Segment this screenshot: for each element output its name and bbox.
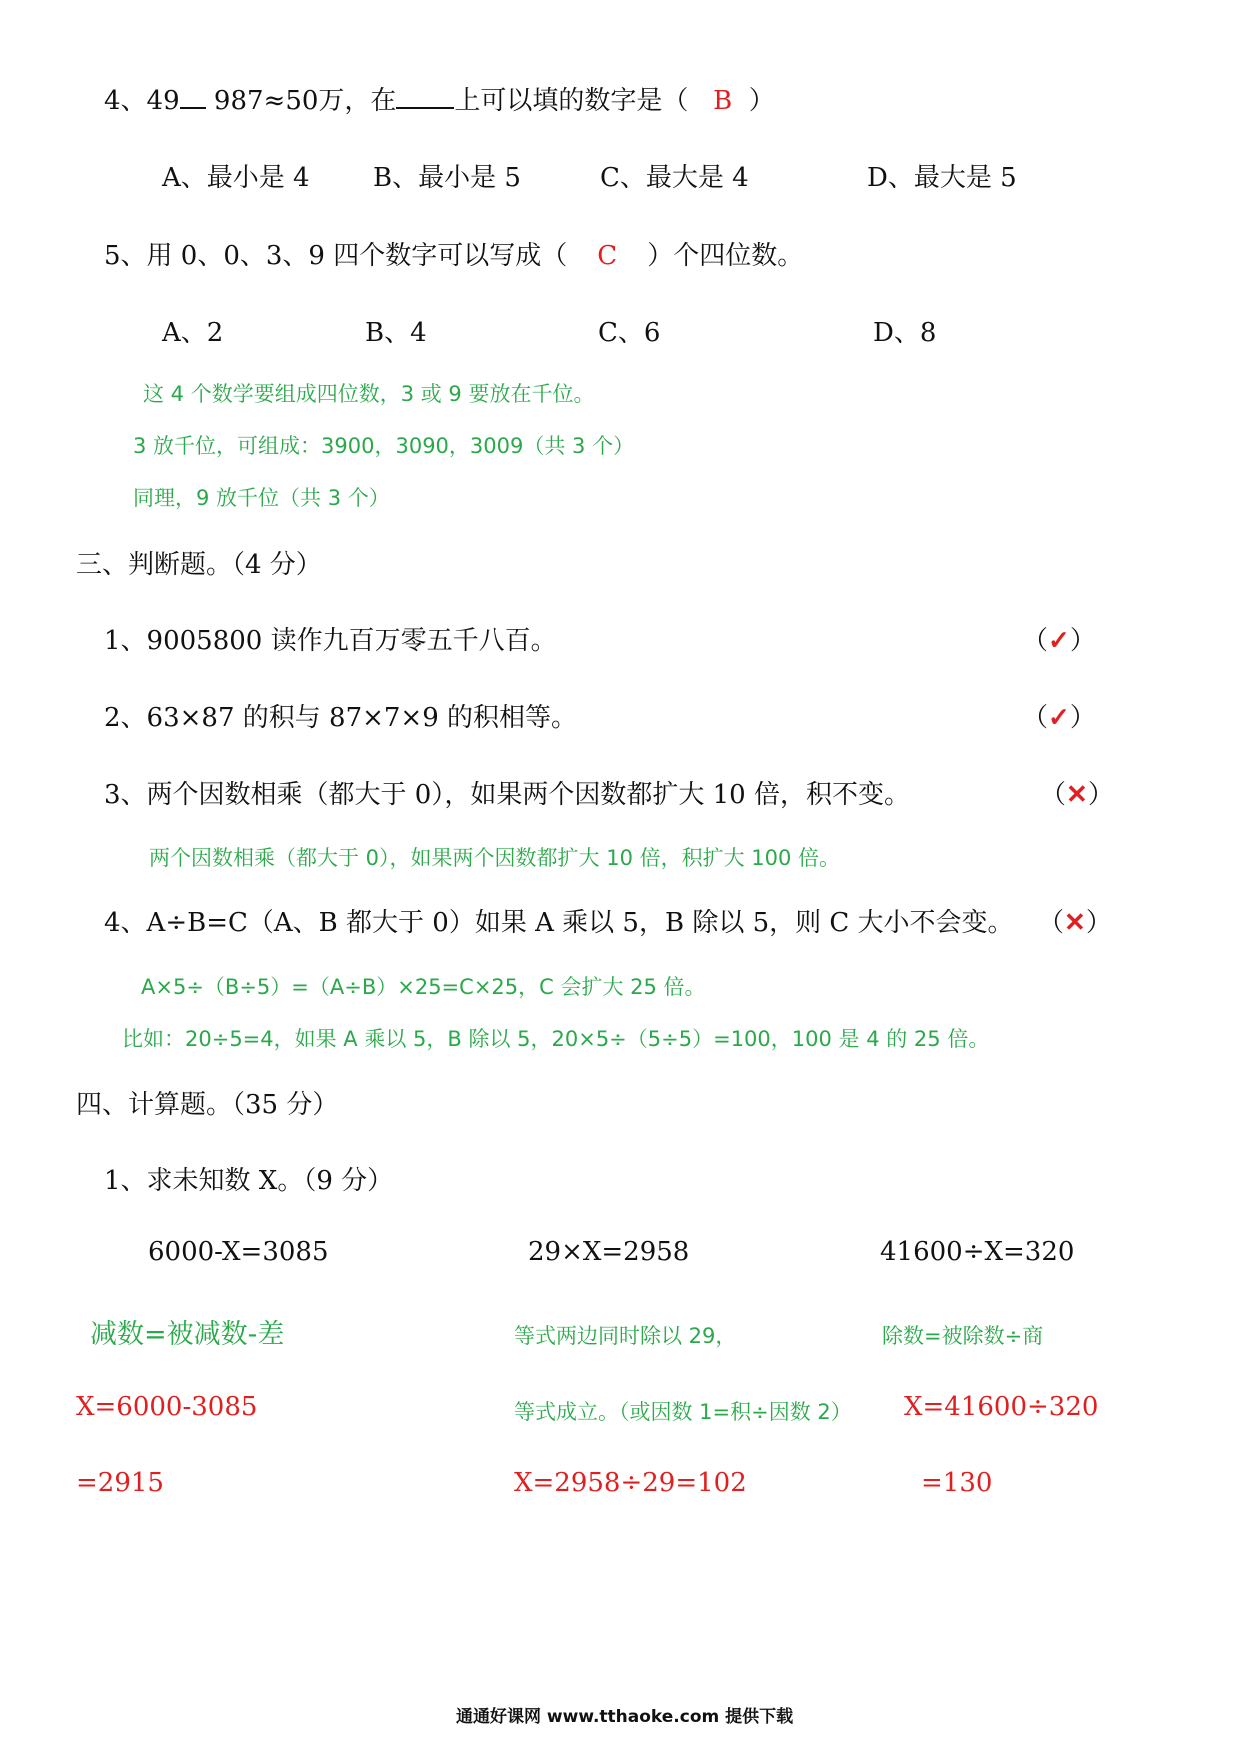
- q5-option-d: D、8: [873, 318, 937, 348]
- eq3-step-1: X=41600÷320: [904, 1392, 1099, 1422]
- q5-option-b: B、4: [365, 318, 427, 348]
- judge-item-3: 3、两个因数相乘（都大于 0），如果两个因数都扩大 10 倍，积不变。: [104, 780, 910, 810]
- judge-note-4b: 比如：20÷5=4，如果 A 乘以 5，B 除以 5，20×5÷（5÷5）=100，100 是 4 的 25 倍。: [122, 1027, 990, 1051]
- eq2-hint-2: 等式成立。（或因数 1=积÷因数 2）: [514, 1400, 852, 1424]
- q5-note-3: 同理，9 放千位（共 3 个）: [133, 486, 390, 510]
- judge-item-1: 1、9005800 读作九百万零五千八百。: [104, 626, 557, 656]
- judge-answer-1: （✓）: [1022, 626, 1096, 656]
- equation-3: 41600÷X=320: [880, 1237, 1075, 1267]
- judge-answer-4: （✕）: [1038, 908, 1112, 938]
- eq1-step-1: X=6000-3085: [76, 1392, 258, 1422]
- q4-digit-blank: [180, 85, 206, 109]
- q4-fill-blank: [396, 85, 454, 109]
- q4-option-a: A、最小是 4: [162, 163, 310, 193]
- equation-2: 29×X=2958: [528, 1237, 690, 1267]
- q5-stem: 5、用 0、0、3、9 四个数字可以写成（: [104, 241, 568, 271]
- cross-mark-icon: ✕: [1066, 780, 1088, 810]
- q5-close: ）个四位数。: [647, 241, 804, 271]
- page-footer: 通通好课网 www.tthaoke.com 提供下载: [456, 1707, 794, 1727]
- eq1-hint: 减数=被减数-差: [90, 1319, 285, 1350]
- equation-1: 6000-X=3085: [148, 1237, 329, 1267]
- question-5: [104, 235, 803, 272]
- eq3-step-2: =130: [921, 1468, 993, 1498]
- question-4: [104, 80, 775, 117]
- q4-prefix: 4、49: [104, 86, 180, 116]
- q4-middle: 987≈50万，在: [213, 86, 397, 116]
- q4-answer: B: [713, 86, 733, 116]
- section-3-title: 三、判断题。（4 分）: [76, 550, 322, 580]
- judge-note-3: 两个因数相乘（都大于 0），如果两个因数都扩大 10 倍，积扩大 100 倍。: [149, 846, 841, 870]
- q4-suffix: 上可以填的数字是（: [454, 86, 689, 116]
- cross-mark-icon: ✕: [1064, 908, 1086, 938]
- q5-option-a: A、2: [162, 318, 224, 348]
- eq3-hint: 除数=被除数÷商: [882, 1324, 1044, 1348]
- q4-option-d: D、最大是 5: [867, 163, 1017, 193]
- q5-note-2: 3 放千位，可组成：3900，3090，3009（共 3 个）: [133, 434, 635, 458]
- check-mark-icon: ✓: [1048, 626, 1070, 656]
- q5-answer: C: [597, 241, 618, 271]
- judge-item-2: 2、63×87 的积与 87×7×9 的积相等。: [104, 703, 578, 733]
- eq2-hint-1: 等式两边同时除以 29，: [514, 1324, 737, 1348]
- q5-option-c: C、6: [598, 318, 661, 348]
- eq2-step: X=2958÷29=102: [514, 1468, 747, 1498]
- section-4-sub-1: 1、求未知数 X。（9 分）: [104, 1166, 394, 1196]
- judge-note-4a: A×5÷（B÷5）=（A÷B）×25=C×25，C 会扩大 25 倍。: [141, 975, 706, 999]
- q4-option-c: C、最大是 4: [600, 163, 749, 193]
- judge-item-4: 4、A÷B=C（A、B 都大于 0）如果 A 乘以 5，B 除以 5，则 C 大小不会变。: [104, 908, 1014, 938]
- q5-note-1: 这 4 个数学要组成四位数，3 或 9 要放在千位。: [143, 382, 595, 406]
- judge-answer-2: （✓）: [1022, 703, 1096, 733]
- q4-option-b: B、最小是 5: [373, 163, 521, 193]
- section-4-title: 四、计算题。（35 分）: [76, 1090, 339, 1120]
- check-mark-icon: ✓: [1048, 703, 1070, 733]
- eq1-step-2: =2915: [76, 1468, 164, 1498]
- judge-answer-3: （✕）: [1040, 780, 1114, 810]
- q4-close: ）: [748, 86, 775, 116]
